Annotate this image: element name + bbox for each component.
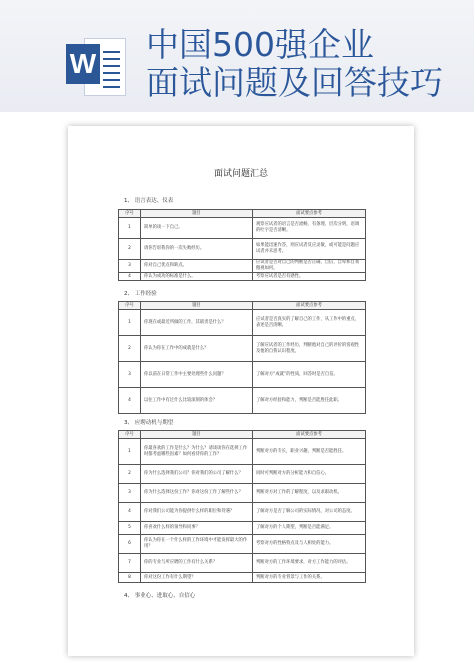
page-title-line-2: 面试问题及回答技巧 [146, 63, 443, 102]
table-row [119, 273, 366, 281]
row-answer: 了解对方是否了解公司的实际情况，对公司的态度。 [253, 503, 366, 522]
row-question: 你对自己优点和缺点。 [141, 260, 253, 273]
document-page [68, 126, 414, 656]
row-question: 你现在或最近所做的工作，其职责是什么？ [141, 310, 253, 336]
row-question: 你认为你在工作中的成就是什么？ [141, 336, 253, 362]
row-answer: 了解对方的个人期望，判断是否能满足。 [253, 522, 366, 535]
row-num: 6 [119, 535, 141, 554]
table-row [119, 362, 366, 388]
row-num: 3 [119, 260, 141, 273]
row-num: 7 [119, 554, 141, 573]
section-heading-2: 2、 工作经验 [124, 291, 157, 297]
row-answer: 了解对方经验和能力，判断是否能胜任此职。 [253, 388, 366, 414]
section-heading-4: 4、 事业心、进取心、自信心 [124, 593, 196, 599]
table-row [119, 218, 366, 239]
row-question: 你的专业与所应聘的工作有什么关系？ [141, 554, 253, 573]
row-num: 4 [119, 503, 141, 522]
table-row [119, 239, 366, 260]
row-question: 你对我们公司能为你提供什么样的职位和待遇？ [141, 503, 253, 522]
row-num: 3 [119, 362, 141, 388]
word-document-icon [66, 34, 128, 100]
table-section-3 [118, 430, 366, 583]
header-banner [0, 0, 474, 112]
col-header-answer: 面试要点参考 [253, 302, 366, 310]
table-row [119, 336, 366, 362]
col-header-question: 题目 [141, 431, 253, 439]
table-row [119, 522, 366, 535]
document-title: 面试问题汇总 [213, 169, 268, 179]
row-question: 你喜欢什么样的领导和同事？ [141, 522, 253, 535]
row-answer: 应试者是否真实的了解自己的工作，从工作中的重点，表述是否清晰。 [253, 310, 366, 336]
row-num: 4 [119, 273, 141, 281]
row-answer: 了解对方“成就”的性质，回答时是否自信。 [253, 362, 366, 388]
row-question: 你对这份工作有什么期望？ [141, 573, 253, 583]
row-question: 简单的谈一下自己。 [141, 218, 253, 239]
table-header-row [119, 210, 366, 218]
table-header-row [119, 302, 366, 310]
word-badge: W [66, 44, 100, 84]
col-header-question: 题目 [141, 302, 253, 310]
table-section-2 [118, 301, 366, 414]
col-header-answer: 面试要点参考 [253, 210, 366, 218]
row-answer: 观察应试者的语言是否流畅，有条理，层次分明，语调的吐字是否清晰。 [253, 218, 366, 239]
row-answer: 考察应试者是否有感性。 [253, 273, 366, 281]
table-row [119, 465, 366, 484]
row-answer: 判断对方对工作的了解程度，以及求职动机。 [253, 484, 366, 503]
row-answer: 考察对方的性格特点及与人相处的能力。 [253, 535, 366, 554]
col-header-answer: 面试要点参考 [253, 431, 366, 439]
table-row [119, 260, 366, 273]
row-answer: 了解应试者的工作经历，判断他对自己的评价的客观性及他的自我认识程度。 [253, 336, 366, 362]
row-num: 1 [119, 439, 141, 465]
col-header-num: 序号 [119, 431, 141, 439]
row-num: 1 [119, 310, 141, 336]
row-answer: 如果能迅速作答，则应试者反应灵敏，或可能是问题应试者并未思考。 [253, 239, 366, 260]
table-row [119, 439, 366, 465]
row-num: 5 [119, 522, 141, 535]
table-row [119, 310, 366, 336]
table-row [119, 484, 366, 503]
table-row [119, 503, 366, 522]
row-question: 你认为你在一个什么样的工作环境中才能发挥最大的作用？ [141, 535, 253, 554]
row-num: 1 [119, 218, 141, 239]
row-question: 你为什么选择我们公司？你对我们的公司了解什么？ [141, 465, 253, 484]
row-answer: 同时可判断对方的分析能力和自信心。 [253, 465, 366, 484]
row-answer: 判断对方的工作环境要求，对方工作能力的评估。 [253, 554, 366, 573]
row-num: 4 [119, 388, 141, 414]
table-header-row [119, 431, 366, 439]
row-question: 你以前在日常工作中主要处理些什么问题？ [141, 362, 253, 388]
table-row [119, 535, 366, 554]
col-header-num: 序号 [119, 210, 141, 218]
row-num: 2 [119, 465, 141, 484]
row-num: 2 [119, 336, 141, 362]
row-num: 2 [119, 239, 141, 260]
table-row [119, 554, 366, 573]
section-heading-1: 1、 语言表达、仪表 [124, 198, 174, 204]
col-header-question: 题目 [141, 210, 253, 218]
row-question: 请你告诉我你的一次失败经历。 [141, 239, 253, 260]
row-num: 3 [119, 484, 141, 503]
table-row [119, 573, 366, 583]
row-answer: 判断对方的专业背景与工作的关系。 [253, 573, 366, 583]
page-title-line-1: 中国500强企业 [146, 25, 374, 64]
row-answer: 应试者是否对自己的判断是否正确，自信，自卑和自我傲视如何。 [253, 260, 366, 273]
table-section-1 [118, 209, 366, 281]
row-question: 你最喜欢的工作是什么？为什么？请谈谈你在选择工作时都考虑哪些因素？如何看待你的工作？ [141, 439, 253, 465]
row-num: 8 [119, 573, 141, 583]
row-question: 你为什么选择这份工作？你对这份工作了解些什么？ [141, 484, 253, 503]
table-row [119, 388, 366, 414]
section-heading-3: 3、 应聘动机与期望 [124, 420, 174, 426]
row-question: 以往工作中有过什么比较深刻的体会？ [141, 388, 253, 414]
row-answer: 判断对方的专长，职业兴趣，判断是否能胜任。 [253, 439, 366, 465]
col-header-num: 序号 [119, 302, 141, 310]
row-question: 你认为成功的标准是什么。 [141, 273, 253, 281]
